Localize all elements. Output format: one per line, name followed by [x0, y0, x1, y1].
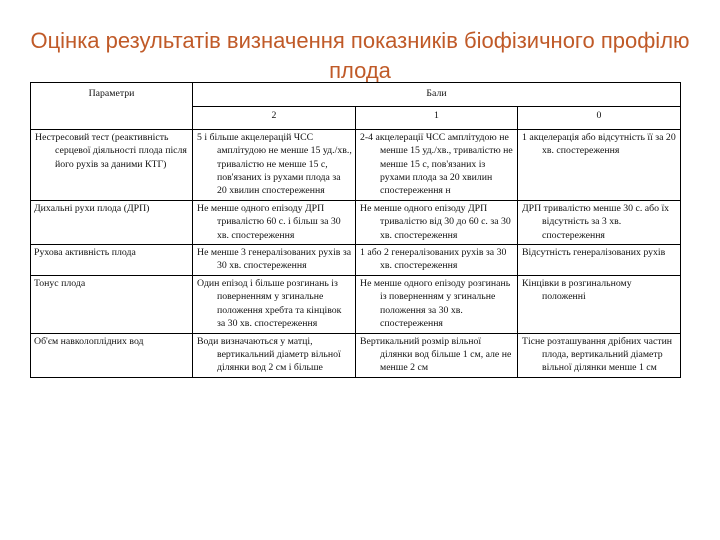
- row-score-1: 1 або 2 генералізованих рухів за 30 хв. спостереження: [356, 245, 518, 276]
- biophysical-profile-table: [30, 82, 681, 378]
- row-score-2: Не менше одного епізоду ДРП тривалістю 60 с. і більш за 30 хв. спостереження: [193, 200, 356, 244]
- header-scores: Бали: [193, 83, 681, 107]
- row-score-0: ДРП тривалістю менше 30 с. або їх відсутність за 3 хв. спостереження: [518, 200, 681, 244]
- row-param: Об'єм навколоплідних вод: [31, 333, 193, 377]
- table-row: [31, 245, 681, 276]
- row-score-0: Відсутність генералізованих рухів: [518, 245, 681, 276]
- table-row: [31, 333, 681, 377]
- row-param: Нестресовий тест (реактивність серцевої діяльності плода після його рухів за даними КТГ): [31, 129, 193, 200]
- page-title: Оцінка результатів визначення показників біофізичного профілю плода: [30, 28, 690, 83]
- table-row: [31, 275, 681, 333]
- row-score-1: Не менше одного епізоду ДРП тривалістю від 30 до 60 с. за 30 хв. спостереження: [356, 200, 518, 244]
- row-score-2: Один епізод і більше розгинань із поверненням у згинальне положення хребта та кінцівок за 30 хв. спостереження: [193, 275, 356, 333]
- table-header-row: [31, 83, 681, 107]
- row-score-1: Вертикальний розмір вільної ділянки вод більше 1 см, але не менше 2 см: [356, 333, 518, 377]
- row-score-0: Кінцівки в розгинальному положенні: [518, 275, 681, 333]
- row-param: Тонус плода: [31, 275, 193, 333]
- table-row: [31, 200, 681, 244]
- table-row: [31, 129, 681, 200]
- row-score-2: Не менше 3 генералізованих рухів за 30 хв. спостереження: [193, 245, 356, 276]
- score-col-0: 0: [518, 107, 681, 129]
- row-score-1: Не менше одного епізоду розгинань із поверненням у згинальне положення за 30 хв. спостереження: [356, 275, 518, 333]
- row-score-0: 1 акцелерація або відсутність її за 20 хв. спостереження: [518, 129, 681, 200]
- row-param: Дихальні рухи плода (ДРП): [31, 200, 193, 244]
- score-col-2: 2: [193, 107, 356, 129]
- score-col-1: 1: [356, 107, 518, 129]
- row-score-2: Води визначаються у матці, вертикальний діаметр вільної ділянки вод 2 см і більше: [193, 333, 356, 377]
- row-score-0: Тісне розташування дрібних частин плода, вертикальний діаметр вільної ділянки менше 1 см: [518, 333, 681, 377]
- row-param: Рухова активність плода: [31, 245, 193, 276]
- header-parameters: Параметри: [31, 83, 193, 130]
- row-score-1: 2-4 акцелерації ЧСС амплітудою не менше 15 уд./хв., тривалістю не менше 15 с, пов'язаних із рухами плода за 20 хвилин спостереження н: [356, 129, 518, 200]
- row-score-2: 5 і більше акцелерацій ЧСС амплітудою не менше 15 уд./хв., тривалістю не менше 15 с, пов'язаних із рухами плода за 20 хвилин спостереження: [193, 129, 356, 200]
